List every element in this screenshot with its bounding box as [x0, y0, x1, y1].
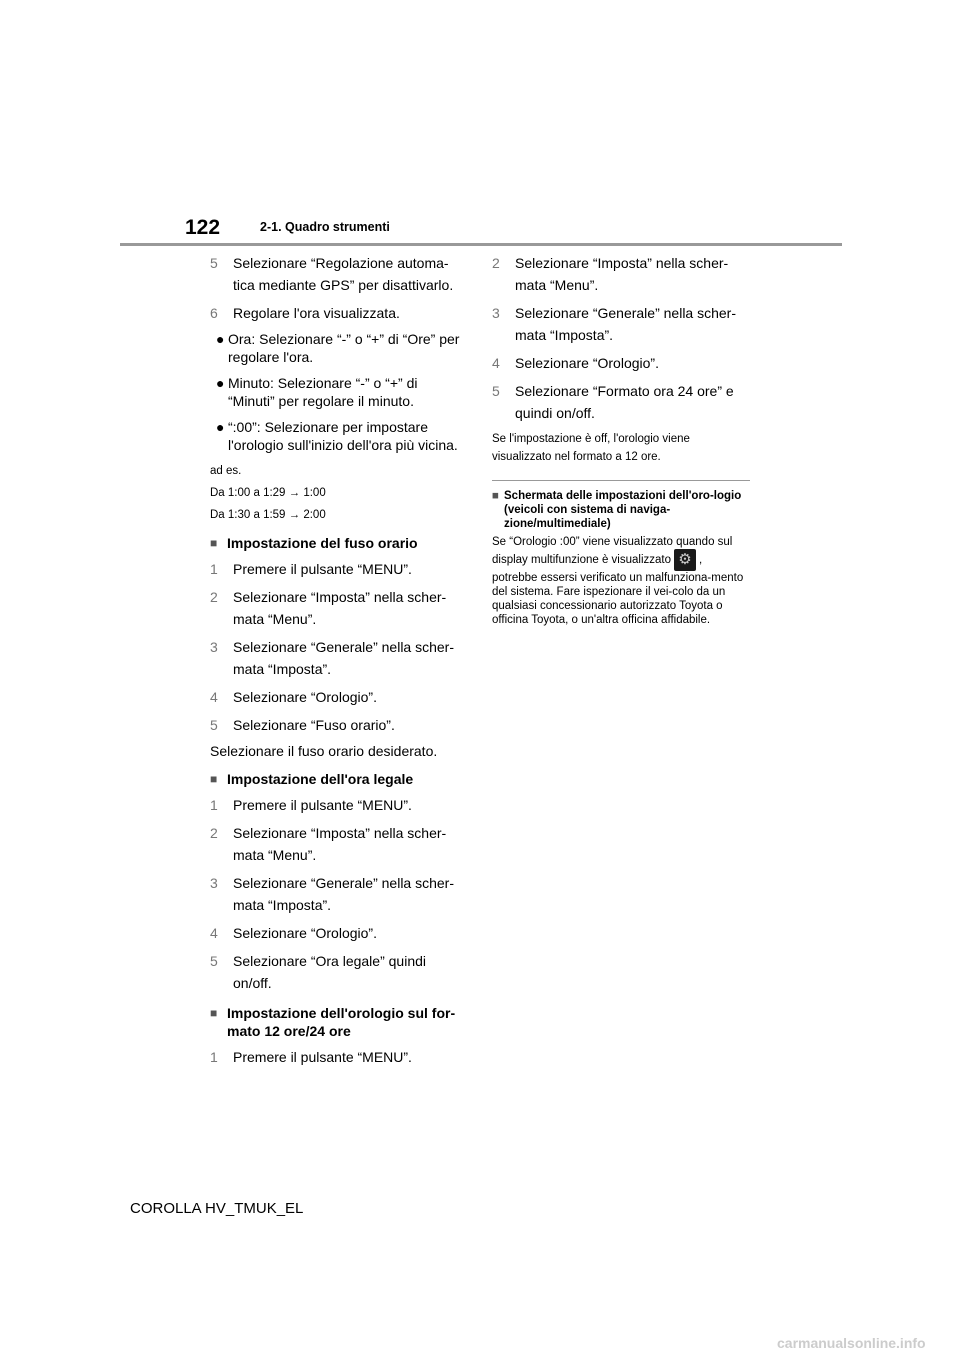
bullet-icon: ● — [216, 419, 225, 435]
step-item — [210, 636, 465, 680]
square-bullet-icon: ■ — [492, 490, 499, 502]
step-text: Selezionare “Formato ora 24 ore” e quindi on/off. — [515, 383, 734, 421]
step-number: 5 — [210, 953, 218, 969]
example-line: Da 1:00 a 1:29 → 1:00 — [210, 487, 326, 499]
subheading: ■ Impostazione dell'ora legale — [210, 771, 414, 787]
step-text: Selezionare “Orologio”. — [233, 925, 377, 941]
step-text: Regolare l'ora visualizzata. — [233, 305, 400, 321]
step-item — [210, 922, 465, 944]
info-note: Se l'impostazione è off, l'orologio viene visualizzato nel formato a 12 ore. — [492, 433, 690, 463]
step-text: Selezionare “Imposta” nella scher-mata “Menu”. — [233, 825, 447, 863]
bullet-item — [210, 330, 465, 366]
page-number: 122 — [185, 216, 221, 239]
step-item — [210, 872, 465, 916]
step-item — [210, 794, 465, 816]
footer-watermark: carmanualsonline.info — [777, 1335, 926, 1351]
example-label: ad es. — [210, 465, 242, 477]
step-number: 6 — [210, 305, 218, 321]
step-text: Selezionare “Generale” nella scher-mata “Imposta”. — [233, 639, 454, 677]
right-column — [492, 252, 750, 627]
square-bullet-icon: ■ — [210, 1006, 218, 1020]
step-number: 2 — [210, 825, 218, 841]
step-item — [492, 380, 750, 424]
bullet-icon: ● — [216, 375, 225, 391]
step-number: 5 — [210, 255, 218, 271]
bullet-item — [210, 418, 465, 454]
step-item — [210, 586, 465, 630]
bullet-text: Ora: Selezionare “-” o “+” di “Ore” per regolare l'ora. — [228, 331, 460, 365]
step-number: 2 — [492, 255, 500, 271]
header-divider — [120, 243, 842, 246]
step-item — [492, 352, 750, 374]
step-item — [210, 1046, 465, 1068]
step-number: 3 — [492, 305, 500, 321]
square-bullet-icon: ■ — [210, 772, 218, 786]
step-number: 1 — [210, 561, 218, 577]
step-item — [210, 950, 465, 994]
subheading: ■ Impostazione dell'orologio sul for-mato 12 ore/24 ore — [210, 1005, 456, 1039]
bullet-text: Minuto: Selezionare “-” o “+” di “Minuti” per regolare il minuto. — [228, 375, 418, 409]
step-text: Selezionare “Orologio”. — [515, 355, 659, 371]
step-number: 4 — [492, 355, 500, 371]
step-text: Selezionare “Orologio”. — [233, 689, 377, 705]
step-text: Premere il pulsante “MENU”. — [233, 1049, 412, 1065]
step-number: 3 — [210, 875, 218, 891]
step-item — [210, 822, 465, 866]
step-item — [492, 302, 750, 346]
step-text: Selezionare “Ora legale” quindi on/off. — [233, 953, 426, 991]
body-text: Selezionare il fuso orario desiderato. — [210, 743, 438, 759]
step-number: 4 — [210, 925, 218, 941]
step-item — [492, 252, 750, 296]
step-text: Premere il pulsante “MENU”. — [233, 561, 412, 577]
step-text: Selezionare “Generale” nella scher-mata “Imposta”. — [515, 305, 736, 343]
step-number: 5 — [492, 383, 500, 399]
bullet-icon: ● — [216, 331, 225, 347]
step-item — [210, 714, 465, 736]
bullet-text: “:00”: Selezionare per impostare l'orologio sull'inizio dell'ora più vicina. — [228, 419, 458, 453]
step-text: Selezionare “Imposta” nella scher-mata “Menu”. — [515, 255, 729, 293]
step-number: 1 — [210, 797, 218, 813]
step-text: Selezionare “Generale” nella scher-mata “Imposta”. — [233, 875, 454, 913]
section-title: 2-1. Quadro strumenti — [260, 220, 390, 234]
step-number: 5 — [210, 717, 218, 733]
step-item — [210, 252, 465, 296]
footer-model: COROLLA HV_TMUK_EL — [130, 1200, 304, 1217]
step-number: 2 — [210, 589, 218, 605]
note-heading: ■ Schermata delle impostazioni dell'oro-logio (veicoli con sistema di naviga-zione/multimediale) — [492, 490, 742, 530]
example-line: Da 1:30 a 1:59 → 2:00 — [210, 509, 326, 521]
step-text: Selezionare “Imposta” nella scher-mata “Menu”. — [233, 589, 447, 627]
bullet-item — [210, 374, 465, 410]
note-text: Se “Orologio :00” viene visualizzato quando sul display multifunzione è visualizzato ⚙ , potrebbe essersi verificato un malfunziona-mento del sistema. Fare ispezionare il vei-colo da un qualsiasi concessionario autorizzato Toyota o officina Toyota, o un'altra officina affidabile. — [492, 536, 744, 626]
step-text: Selezionare “Fuso orario”. — [233, 717, 395, 733]
step-number: 1 — [210, 1049, 218, 1065]
left-column — [210, 252, 465, 1074]
step-item — [210, 302, 465, 324]
step-number: 3 — [210, 639, 218, 655]
note-divider — [492, 480, 750, 481]
subheading: ■ Impostazione del fuso orario — [210, 535, 418, 551]
gear-icon: ⚙ — [674, 549, 696, 571]
step-text: Selezionare “Regolazione automa-tica mediante GPS” per disattivarlo. — [233, 255, 454, 293]
square-bullet-icon: ■ — [210, 536, 218, 550]
step-number: 4 — [210, 689, 218, 705]
step-item — [210, 558, 465, 580]
step-item — [210, 686, 465, 708]
step-text: Premere il pulsante “MENU”. — [233, 797, 412, 813]
